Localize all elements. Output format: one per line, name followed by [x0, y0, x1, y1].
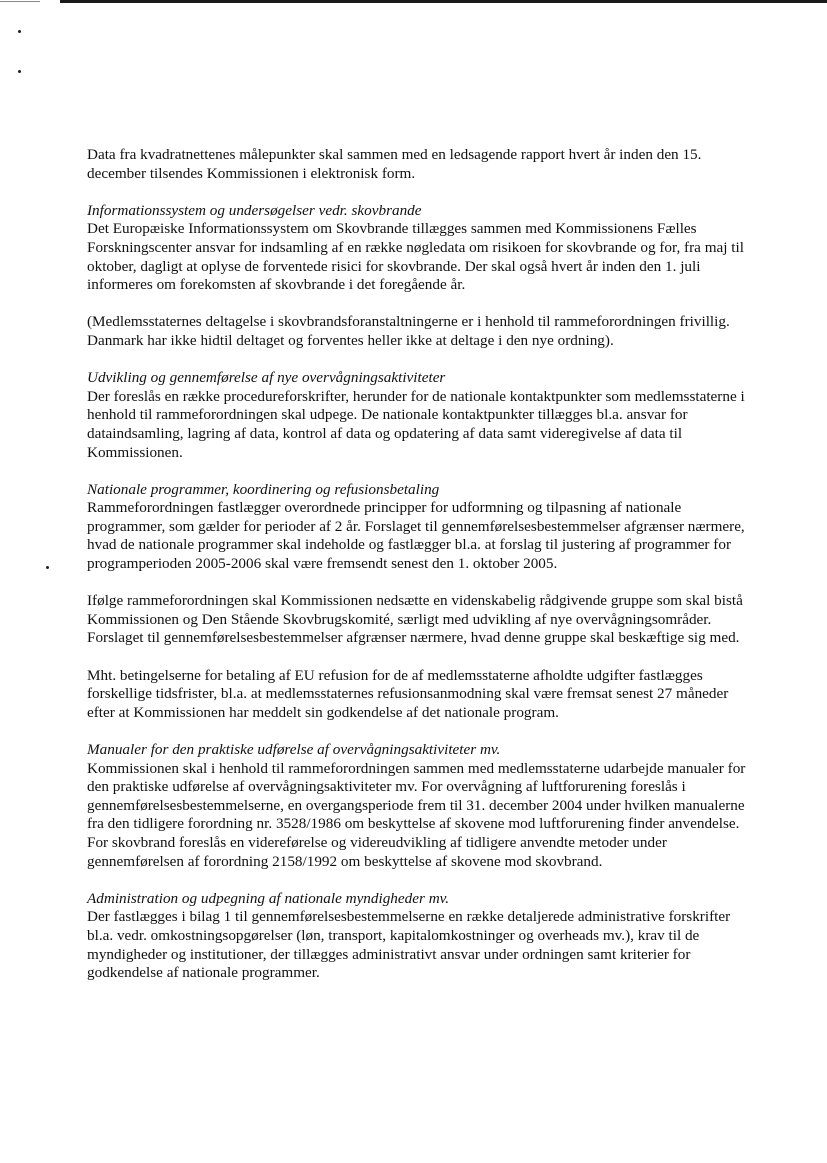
section-body: Mht. betingelserne for betaling af EU refusion for de af medlemsstaterne afholdte udgifter fastlægges forskellige tidsfrister, bl.a. at medlemsstaternes refusionsanmodning skal være fremsat senest 27 måneder efter at Kommissionen har meddelt sin godkendelse af det nationale program. — [87, 666, 729, 721]
section-body: Der foreslås en række procedureforskrifter, herunder for de nationale kontaktpunkter som medlemsstaterne i henhold til rammeforordningen skal udpege. De nationale kontaktpunkter tillægges bl.a. ansvar for dataindsamling, lagring af data, kontrol af data og opdatering af data samt videregivelse af data til Kommissionen. — [87, 387, 745, 461]
scan-edge-mark — [0, 1, 40, 2]
scan-speck — [18, 70, 21, 73]
section-udvikling — [87, 369, 757, 462]
section-body: Der fastlægges i bilag 1 til gennemførelsesbestemmelserne en række detaljerede administrative forskrifter bl.a. vedr. omkostningsopgørelser (løn, transport, kapitalomkostninger og overheads mv.), krav til de myndigheder og institutioner, der tillægges administrativt ansvar under ordningen samt kriterier for godkendelse af nationale programmer. — [87, 908, 731, 982]
scan-speck — [46, 566, 49, 569]
section-heading: Informationssystem og undersøgelser vedr. skovbrande — [87, 201, 422, 219]
section-skovbrande — [87, 202, 757, 295]
section-body: Kommissionen skal i henhold til rammeforordningen sammen med medlemsstaterne udarbejde manualer for den praktiske udførelse af overvågningsaktiviteter mv. For overvågning af luftforurening foreslås i gennemførelsesbestemmelserne, en overgangsperiode frem til 31. december 2004 under hvilken manualerne fra den tidligere forordning nr. 3528/1986 om beskyttelse af skovene mod luftforurening finder anvendelse. For skovbrand foreslås en videreførelse og videreudvikling af tidligere anvendte metoder under gennemførelsen af forordning 2158/1992 om beskyttelse af skovene mod skovbrand. — [87, 759, 746, 870]
document-page — [87, 146, 757, 1001]
scan-speck — [18, 30, 21, 33]
top-border-line — [60, 0, 827, 3]
section-body: (Medlemsstaternes deltagelse i skovbrandsforanstaltningerne er i henhold til rammeforordningen frivillig. Danmark har ikke hidtil deltaget og forventes heller ikke at deltage i den nye ordning). — [87, 313, 730, 349]
intro-paragraph: Data fra kvadratnettenes målepunkter skal sammen med en ledsagende rapport hvert år inden den 15. december tilsendes Kommissionen i elektronisk form. — [87, 146, 702, 182]
section-body: Det Europæiske Informationssystem om Skovbrande tillægges sammen med Kommissionens Fælles Forskningscenter ansvar for indsamling af en række nøgledata om risikoen for skovbrande og for, fra maj til oktober, dagligt at oplyse de forventede risici for skovbrande. Der skal også hvert år inden den 1. juli informeres om forekomsten af skovbrande i det foregående år. — [87, 220, 744, 294]
section-refusion — [87, 667, 757, 723]
section-raadgivende-gruppe — [87, 592, 757, 648]
section-deltagelse-note — [87, 313, 757, 350]
section-administration — [87, 890, 757, 983]
section-manualer — [87, 741, 757, 871]
section-heading: Nationale programmer, koordinering og refusionsbetaling — [87, 480, 440, 498]
section-body: Rammeforordningen fastlægger overordnede principper for udformning og tilpasning af nationale programmer, som gælder for perioder af 2 år. Forslaget til gennemførelsesbestemmelser afgrænser nærmere, hvad de nationale programmer skal indeholde og fastlægger bl.a. at forslag til justering af programmer for programperioden 2005-2006 skal være fremsendt senest den 1. oktober 2005. — [87, 499, 745, 573]
section-body: Ifølge rammeforordningen skal Kommissionen nedsætte en videnskabelig rådgivende gruppe som skal bistå Kommissionen og Den Stående Skovbrugskomité, særligt med udvikling af nye overvågningsområder. Forslaget til gennemførelsesbestemmelser afgrænser nærmere, hvad denne gruppe skal beskæftige sig med. — [87, 592, 743, 647]
section-heading: Administration og udpegning af nationale myndigheder mv. — [87, 889, 450, 907]
section-heading: Manualer for den praktiske udførelse af overvågningsaktiviteter mv. — [87, 741, 501, 758]
section-nationale-programmer — [87, 481, 757, 574]
section-heading: Udvikling og gennemførelse af nye overvågningsaktiviteter — [87, 369, 446, 387]
